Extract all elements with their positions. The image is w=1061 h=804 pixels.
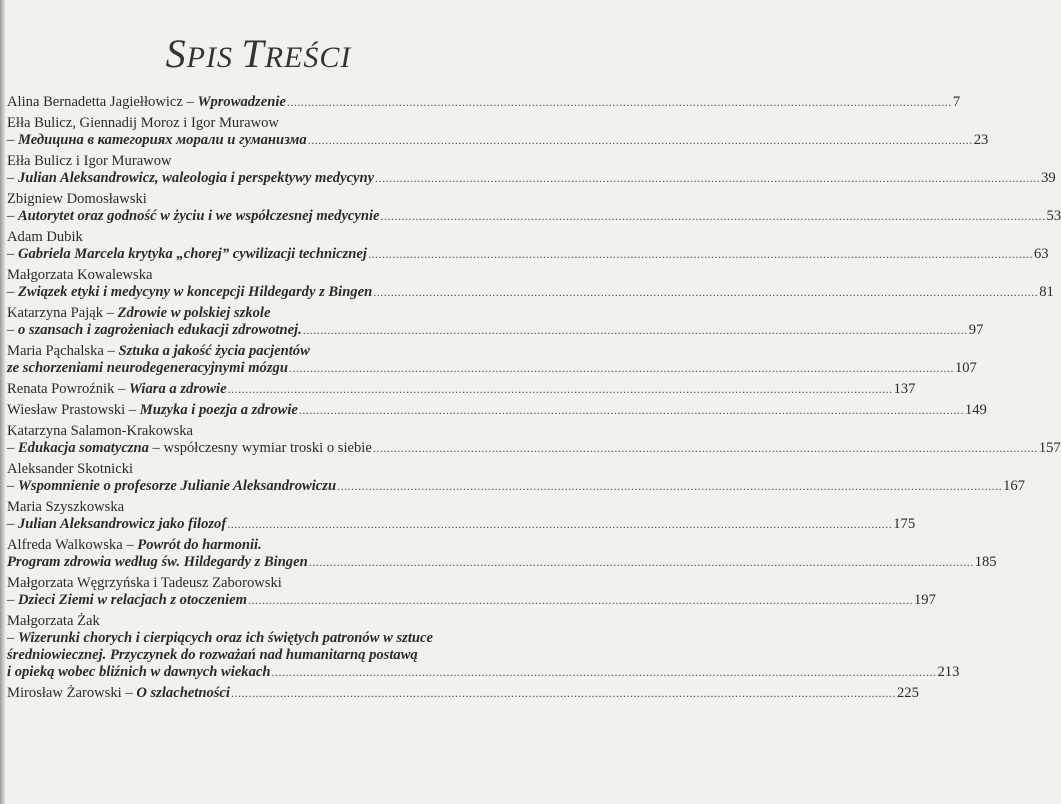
toc-chapter-title: średniowiecznej. Przyczynek do rozważań nad humanitarną postawą: [7, 647, 418, 663]
toc-separator: –: [7, 170, 18, 186]
toc-page-number: 107: [954, 360, 977, 376]
toc-separator: –: [103, 305, 118, 321]
toc-entry: [7, 423, 1061, 457]
toc-author: Aleksander Skotnicki: [7, 461, 134, 477]
toc-line: [7, 554, 997, 571]
toc-line-text: [7, 664, 271, 681]
toc-chapter-title: Julian Aleksandrowicz, waleologia i perspektywy medycyny: [17, 170, 375, 186]
toc-chapter-title: Gabriela Marcela krytyka „chorej” cywilizacji technicznej: [17, 246, 367, 262]
toc-chapter-title: Związek etyki i medycyny w koncepcji Hildegardy z Bingen: [17, 284, 373, 300]
toc-author: Ełła Bulicz, Giennadij Moroz i Igor Murawow: [7, 115, 279, 131]
toc-author: Wiesław Prastowski: [7, 402, 126, 418]
toc-line: [7, 381, 916, 398]
toc-line-text: [7, 647, 418, 663]
toc-page-number: 81: [1039, 284, 1054, 300]
toc-line: [7, 499, 507, 516]
toc-line: [7, 537, 507, 554]
toc-line: [7, 94, 961, 111]
toc-entry: [7, 575, 936, 609]
toc-line: [7, 246, 1049, 263]
toc-page-number: 157: [1038, 440, 1061, 456]
toc-leader-dots: [337, 478, 1002, 495]
toc-chapter-title: Wprowadzenie: [197, 94, 286, 110]
toc-author: Adam Dubik: [7, 229, 83, 245]
toc-entry: [7, 537, 997, 571]
toc-leader-dots: [248, 592, 913, 609]
toc-separator: –: [7, 516, 18, 532]
toc-separator: –: [7, 208, 18, 224]
toc-line-text: [7, 516, 226, 533]
toc-leader-dots: [308, 132, 973, 149]
toc-entry: [7, 402, 987, 419]
toc-line: [7, 516, 916, 533]
toc-line-text: [7, 246, 367, 263]
title-initial-s: S: [165, 31, 187, 76]
toc-chapter-title: Zdrowie w polskiej szkole: [117, 305, 271, 321]
toc-page-number: 213: [937, 664, 960, 680]
toc-line-text: [7, 115, 279, 131]
toc-author: Mirosław Żarowski: [7, 685, 122, 701]
toc-line: [7, 461, 507, 478]
toc-line: [7, 305, 507, 322]
toc-line-text: [7, 170, 374, 187]
toc-leader-dots: [289, 360, 954, 377]
toc-chapter-title: o szansach i zagrożeniach edukacji zdrowotnej.: [17, 322, 302, 338]
toc-line: [7, 191, 507, 208]
toc-line: [7, 575, 507, 592]
toc-line: [7, 153, 507, 170]
toc-leader-dots: [368, 246, 1033, 263]
toc-entry: [7, 115, 989, 149]
toc-leader-dots: [373, 284, 1038, 301]
toc-page-number: 7: [952, 94, 961, 110]
toc-leader-dots: [227, 516, 892, 533]
toc-line: [7, 592, 936, 609]
toc-leader-dots: [287, 94, 952, 111]
toc-author: Małgorzata Kowalewska: [7, 267, 153, 283]
toc-line: [7, 170, 1056, 187]
toc-page-number: 63: [1033, 246, 1049, 262]
toc-line: [7, 613, 507, 630]
toc-line: [7, 208, 1061, 225]
toc-line-text: [7, 267, 152, 283]
toc-line: [7, 343, 507, 360]
toc-author: Katarzyna Pająk: [7, 305, 104, 321]
toc-leader-dots: [231, 685, 896, 702]
toc-line-text: [7, 685, 230, 702]
toc-leader-dots: [373, 440, 1038, 457]
toc-separator: –: [7, 592, 18, 608]
toc-page-number: 185: [974, 554, 997, 570]
toc-line-text: [7, 132, 307, 149]
toc-page-number: 167: [1003, 478, 1025, 494]
toc-separator: –: [7, 246, 18, 262]
table-of-contents: [7, 94, 1061, 706]
toc-leader-dots: [309, 554, 974, 571]
toc-line-text: [7, 284, 372, 301]
toc-line-text: [7, 153, 172, 169]
toc-author: Małgorzata Węgrzyńska i Tadeusz Zaborowski: [7, 575, 282, 591]
toc-page-number: 225: [896, 685, 919, 701]
toc-line-text: [7, 554, 308, 571]
toc-entry: [7, 191, 1061, 225]
toc-chapter-title: Wizerunki chorych i cierpiących oraz ich świętych patronów w sztuce: [17, 630, 433, 646]
toc-line-text: [7, 592, 247, 609]
toc-author: Katarzyna Salamon-Krakowska: [7, 423, 193, 439]
toc-chapter-title: Autorytet oraz godność w życiu i we współczesnej medycynie: [17, 208, 380, 224]
toc-line-text: [7, 423, 193, 439]
toc-line: [7, 402, 987, 419]
toc-line: [7, 440, 1061, 457]
toc-line: [7, 630, 507, 647]
page-title: [0, 30, 517, 77]
toc-chapter-title: Julian Aleksandrowicz jako filozof: [17, 516, 227, 532]
toc-line-text: [7, 402, 298, 419]
toc-line-text: [7, 322, 302, 339]
toc-line: [7, 115, 507, 132]
toc-leader-dots: [375, 170, 1040, 187]
toc-page-number: 149: [964, 402, 987, 418]
toc-separator: –: [125, 402, 140, 418]
toc-leader-dots: [303, 322, 968, 339]
toc-line: [7, 423, 507, 440]
toc-chapter-title: O szlachetności: [136, 685, 230, 701]
toc-page-number: 137: [893, 381, 916, 397]
toc-line-text: [7, 478, 336, 495]
title-initial-t: T: [241, 31, 265, 76]
toc-line-text: [7, 343, 310, 359]
title-word-2-rest: REŚCI: [264, 41, 352, 74]
toc-line: [7, 267, 507, 284]
toc-page-number: 197: [913, 592, 936, 608]
toc-line: [7, 132, 989, 149]
toc-line: [7, 322, 984, 339]
toc-line-text: [7, 575, 282, 591]
toc-separator: –: [114, 381, 129, 397]
toc-chapter-title: Muzyka i poezja a zdrowie: [139, 402, 298, 418]
toc-chapter-title: Sztuka a jakość życia pacjentów: [118, 343, 310, 359]
toc-author: Renata Powroźnik: [7, 381, 115, 397]
toc-leader-dots: [228, 381, 893, 398]
toc-page-number: 53: [1046, 208, 1061, 224]
toc-author: Alina Bernadetta Jagiełłowicz: [7, 94, 183, 110]
toc-line: [7, 664, 960, 681]
toc-line-text: [7, 191, 147, 207]
toc-line-text: [7, 381, 227, 398]
toc-line-text: [7, 613, 100, 629]
toc-chapter-subtitle: – współczesny wymiar troski o siebie: [148, 440, 372, 456]
toc-line: [7, 284, 1054, 301]
toc-author: Ełła Bulicz i Igor Murawow: [7, 153, 172, 169]
toc-leader-dots: [299, 402, 964, 419]
toc-entry: [7, 267, 1054, 301]
toc-line-text: [7, 499, 124, 515]
toc-author: Maria Szyszkowska: [7, 499, 125, 515]
toc-chapter-title: Dzieci Ziemi w relacjach z otoczeniem: [17, 592, 247, 608]
toc-entry: [7, 381, 916, 398]
toc-chapter-title: Wspomnienie o profesorze Julianie Aleksandrowiczu: [17, 478, 337, 494]
toc-separator: –: [7, 284, 18, 300]
toc-page-number: 97: [968, 322, 984, 338]
toc-separator: –: [7, 132, 18, 148]
toc-separator: –: [121, 685, 137, 701]
toc-leader-dots: [272, 664, 937, 681]
toc-page-number: 39: [1041, 170, 1056, 186]
toc-leader-dots: [381, 208, 1046, 225]
toc-separator: –: [7, 322, 18, 338]
toc-line-text: [7, 461, 133, 477]
toc-entry: [7, 94, 961, 111]
toc-separator: –: [7, 630, 18, 646]
title-word-1-rest: PIS: [186, 41, 242, 74]
toc-entry: [7, 499, 916, 533]
toc-line-text: [7, 630, 433, 646]
toc-line-text: [7, 537, 262, 553]
toc-separator: –: [122, 537, 138, 553]
toc-line-text: [7, 440, 372, 457]
toc-author: Małgorzata Żak: [7, 613, 100, 629]
toc-line-text: [7, 208, 380, 225]
toc-entry: [7, 153, 1056, 187]
toc-entry: [7, 613, 960, 681]
toc-entry: [7, 461, 1025, 495]
toc-separator: –: [182, 94, 198, 110]
page-edge-shadow: [0, 0, 6, 804]
toc-line: [7, 647, 507, 664]
toc-separator: –: [7, 440, 18, 456]
toc-chapter-title: ze schorzeniami neurodegeneracyjnymi mózgu: [7, 360, 288, 376]
toc-chapter-title: Wiara a zdrowie: [129, 381, 227, 397]
toc-chapter-title: i opieką wobec bliźnich w dawnych wiekach: [7, 664, 271, 680]
toc-page-number: 175: [893, 516, 916, 532]
toc-line: [7, 229, 507, 246]
toc-line: [7, 478, 1025, 495]
toc-entry: [7, 343, 977, 377]
toc-entry: [7, 229, 1049, 263]
toc-chapter-title: Program zdrowia według św. Hildegardy z Bingen: [7, 554, 308, 570]
toc-separator: –: [103, 343, 119, 359]
toc-author: Maria Pąchalska: [7, 343, 104, 359]
toc-line-text: [7, 94, 286, 111]
toc-page-number: 23: [973, 132, 989, 148]
toc-chapter-title: Edukacja somatyczna: [17, 440, 149, 456]
toc-line-text: [7, 360, 288, 377]
toc-line-text: [7, 229, 83, 245]
toc-chapter-title: Powrót do harmonii.: [137, 537, 262, 553]
toc-line: [7, 685, 919, 702]
toc-chapter-title: Медицина в категориях морали и гуманизма: [17, 132, 307, 148]
toc-entry: [7, 685, 919, 702]
toc-author: Alfreda Walkowska: [7, 537, 123, 553]
toc-entry: [7, 305, 984, 339]
toc-separator: –: [7, 478, 18, 494]
toc-line-text: [7, 305, 270, 321]
toc-line: [7, 360, 977, 377]
toc-author: Zbigniew Domosławski: [7, 191, 147, 207]
